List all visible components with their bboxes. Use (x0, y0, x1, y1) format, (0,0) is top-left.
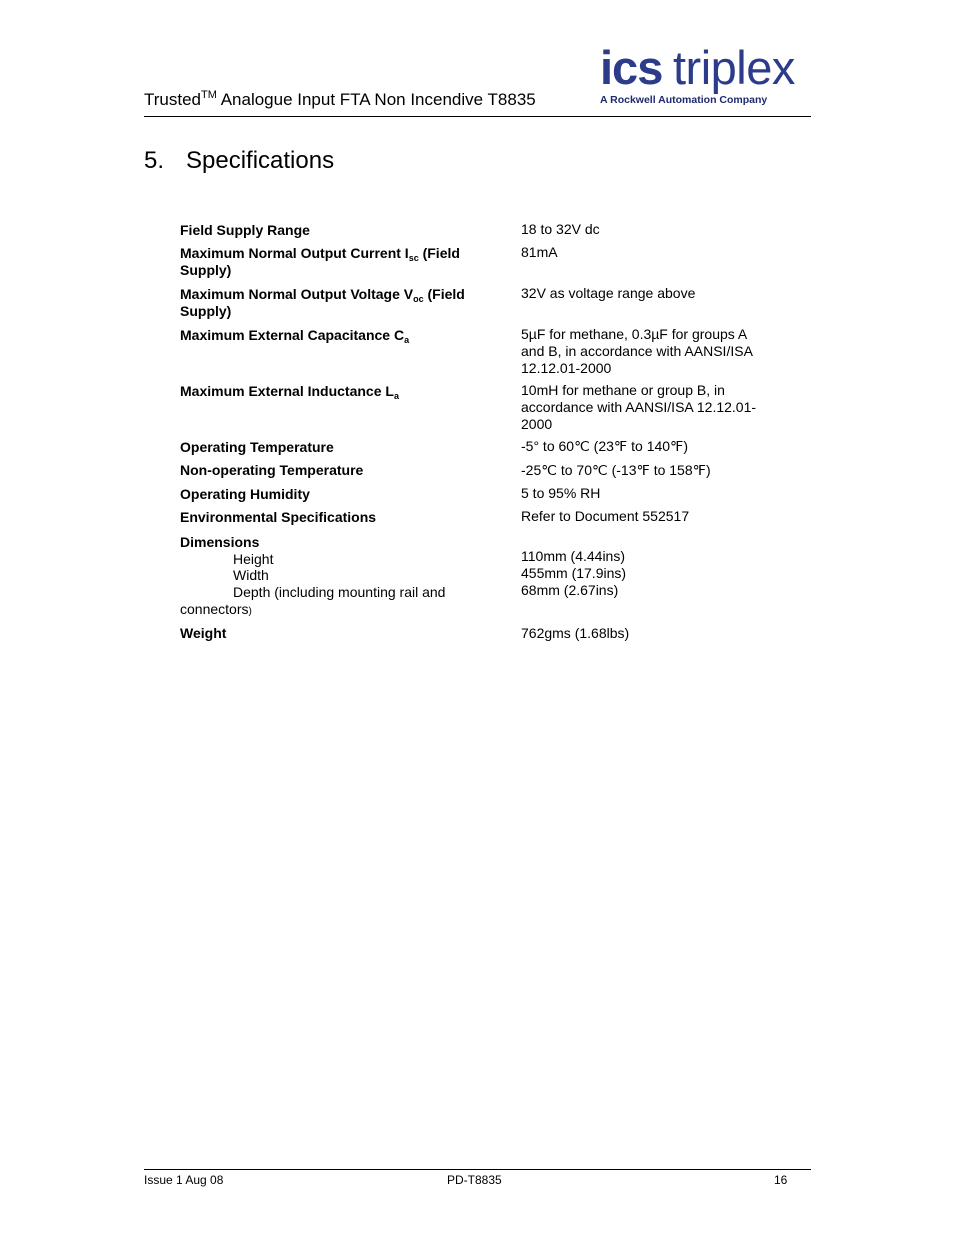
spec-value-max-output-current: 81mA (521, 244, 558, 260)
footer-doc-number: PD-T8835 (447, 1173, 502, 1187)
label-text: (Field (418, 245, 460, 261)
value-line: 5µF for methane, 0.3µF for groups A (521, 326, 748, 342)
section-number: 5. (144, 147, 165, 174)
spec-label-max-ext-inductance (180, 383, 500, 400)
company-logo (600, 40, 812, 110)
label-text: Maximum Normal Output Voltage V (180, 286, 414, 302)
spec-label-dimensions: Dimensions (180, 534, 260, 550)
logo-tagline: A Rockwell Automation Company (600, 94, 768, 106)
dimension-width-label: Width (233, 567, 269, 583)
spec-label-operating-temperature: Operating Temperature (180, 439, 334, 455)
label-text: connectors (180, 601, 249, 617)
dimension-depth-value: 68mm (2.67ins) (521, 582, 619, 598)
spec-value-field-supply-range: 18 to 32V dc (521, 221, 600, 237)
label-text: Maximum Normal Output Current I (180, 245, 409, 261)
title-prefix: Trusted (144, 90, 202, 109)
label-text: Maximum External Inductance L (180, 383, 394, 399)
spec-value-max-ext-inductance (521, 382, 781, 433)
dimension-depth-label: Depth (including mounting rail and (233, 584, 446, 600)
spec-value-weight: 762gms (1.68lbs) (521, 625, 630, 641)
footer-divider (144, 1169, 811, 1170)
spec-label-max-output-voltage (180, 286, 500, 320)
spec-value-environmental: Refer to Document 552517 (521, 508, 690, 524)
logo-ics: ics (600, 41, 663, 94)
title-suffix: Analogue Input FTA Non Incendive T8835 (216, 90, 536, 109)
spec-label-max-output-current (180, 245, 500, 279)
value-line: accordance with AANSI/ISA 12.12.01- (521, 399, 757, 415)
spec-label-weight: Weight (180, 625, 227, 641)
section-heading (144, 147, 334, 175)
label-text: Supply) (180, 262, 232, 278)
label-subscript: oc (413, 294, 424, 304)
label-subscript: sc (408, 253, 419, 263)
footer-issue: Issue 1 Aug 08 (144, 1173, 224, 1187)
dimension-depth-label-cont (180, 601, 500, 620)
value-line: and B, in accordance with AANSI/ISA (521, 343, 753, 359)
spec-value-non-operating-temperature: -25℃ to 70℃ (-13℉ to 158℉) (521, 462, 711, 478)
value-line: 2000 (521, 416, 553, 432)
label-paren: ) (248, 606, 252, 617)
label-text: (Field (423, 286, 465, 302)
value-line: 10mH for methane or group B, in (521, 382, 725, 398)
trademark-superscript: TM (201, 89, 217, 101)
document-title (144, 90, 536, 110)
spec-label-environmental: Environmental Specifications (180, 509, 377, 525)
spec-label-non-operating-temperature: Non-operating Temperature (180, 462, 364, 478)
label-subscript: a (393, 391, 399, 401)
spec-label-operating-humidity: Operating Humidity (180, 486, 310, 502)
spec-value-operating-humidity: 5 to 95% RH (521, 485, 601, 501)
logo-triplex: triplex (673, 41, 795, 94)
spec-value-max-output-voltage: 32V as voltage range above (521, 285, 696, 301)
footer-page-number: 16 (774, 1173, 788, 1187)
spec-label-field-supply-range: Field Supply Range (180, 222, 310, 238)
spec-value-max-ext-capacitance (521, 326, 781, 377)
dimension-height-label: Height (233, 551, 274, 567)
spec-value-operating-temperature: -5° to 60℃ (23℉ to 140℉) (521, 438, 689, 454)
value-line: 12.12.01-2000 (521, 360, 612, 376)
dimension-width-value: 455mm (17.9ins) (521, 565, 627, 581)
spec-label-max-ext-capacitance (180, 327, 500, 344)
dimension-height-value: 110mm (4.44ins) (521, 548, 626, 564)
header-divider (144, 116, 811, 117)
label-subscript: a (404, 335, 410, 345)
section-title: Specifications (186, 147, 335, 174)
label-text: Supply) (180, 303, 232, 319)
label-text: Maximum External Capacitance C (180, 327, 405, 343)
